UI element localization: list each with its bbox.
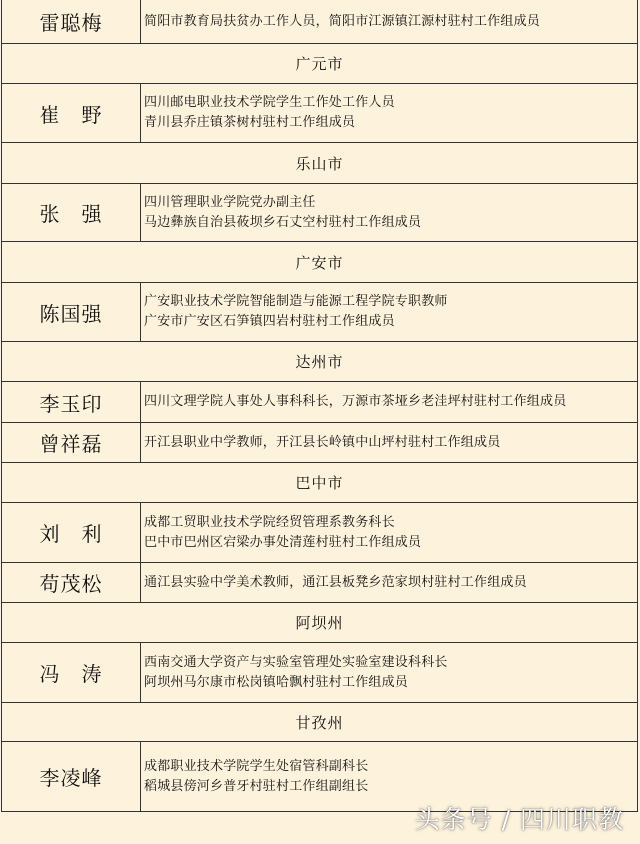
person-description (141, 643, 637, 702)
region-header (2, 242, 637, 283)
description-line: 成都工贸职业技术学院经贸管理系教务科长 (144, 514, 395, 530)
person-row (2, 503, 637, 563)
description-line: 四川管理职业学院党办副主任 (144, 194, 316, 210)
person-name: 李凌峰 (2, 742, 141, 811)
person-row (2, 283, 637, 342)
person-name: 冯 涛 (2, 643, 141, 702)
region-header (2, 44, 637, 84)
description-line: 简阳市教育局扶贫办工作人员，简阳市江源镇江源村驻村工作组成员 (144, 13, 541, 29)
description-line: 阿坝州马尔康市松岗镇哈飘村驻村工作组成员 (144, 674, 409, 690)
description-line: 广安职业技术学院智能制造与能源工程学院专职教师 (144, 294, 448, 309)
region-header (2, 342, 637, 382)
description-line: 马边彝族自治县莜坝乡石丈空村驻村工作组成员 (144, 214, 422, 230)
person-row (2, 0, 637, 44)
person-name: 陈国强 (2, 283, 141, 341)
person-description (141, 184, 637, 241)
region-name: 广元市 (295, 55, 344, 73)
person-row (2, 563, 637, 603)
description-line: 巴中市巴州区宕梁办事处清莲村驻村工作组成员 (144, 534, 422, 550)
person-name: 崔 野 (2, 84, 141, 142)
person-row (2, 643, 637, 703)
personnel-table (1, 0, 638, 812)
person-description (141, 503, 637, 562)
description-line: 广安市广安区石笋镇四岩村驻村工作组成员 (144, 314, 395, 329)
description-line: 通江县实验中学美术教师，通江县板凳乡范家坝村驻村工作组成员 (144, 574, 527, 590)
person-row (2, 423, 637, 463)
region-name: 阿坝州 (295, 614, 344, 632)
description-line: 青川县乔庄镇茶树村驻村工作组成员 (144, 115, 356, 130)
region-name: 乐山市 (295, 154, 344, 173)
region-header (2, 143, 637, 184)
description-line: 稻城县傍河乡普牙村驻村工作组副组长 (144, 778, 369, 794)
person-name: 曾祥磊 (2, 423, 141, 462)
person-row (2, 184, 637, 242)
description-line: 四川邮电职业技术学院学生工作处工作人员 (144, 95, 395, 110)
region-header (2, 463, 637, 503)
region-name: 达州市 (295, 353, 344, 371)
person-description (141, 283, 637, 341)
person-name: 李玉印 (2, 382, 141, 422)
person-description (141, 0, 637, 43)
watermark: 头条号 / 四川职教 (414, 805, 624, 834)
person-name: 张 强 (2, 184, 141, 241)
description-line: 西南交通大学资产与实验室管理处实验室建设科科长 (144, 654, 448, 670)
region-name: 甘孜州 (295, 713, 344, 732)
person-name: 刘 利 (2, 503, 141, 562)
person-name: 苟茂松 (2, 563, 141, 602)
region-header (2, 703, 637, 742)
region-name: 巴中市 (295, 474, 344, 492)
description-line: 成都职业技术学院学生处宿管科副科长 (144, 758, 369, 774)
region-name: 广安市 (295, 253, 344, 272)
person-name: 雷聪梅 (2, 0, 141, 43)
person-description (141, 84, 637, 142)
description-line: 四川文理学院人事处人事科科长，万源市茶垭乡老洼坪村驻村工作组成员 (144, 394, 567, 409)
person-description (141, 382, 637, 422)
person-row (2, 382, 637, 423)
person-description (141, 423, 637, 462)
person-row (2, 84, 637, 143)
person-description (141, 563, 637, 602)
description-line: 开江县职业中学教师，开江县长岭镇中山坪村驻村工作组成员 (144, 434, 501, 450)
region-header (2, 603, 637, 643)
